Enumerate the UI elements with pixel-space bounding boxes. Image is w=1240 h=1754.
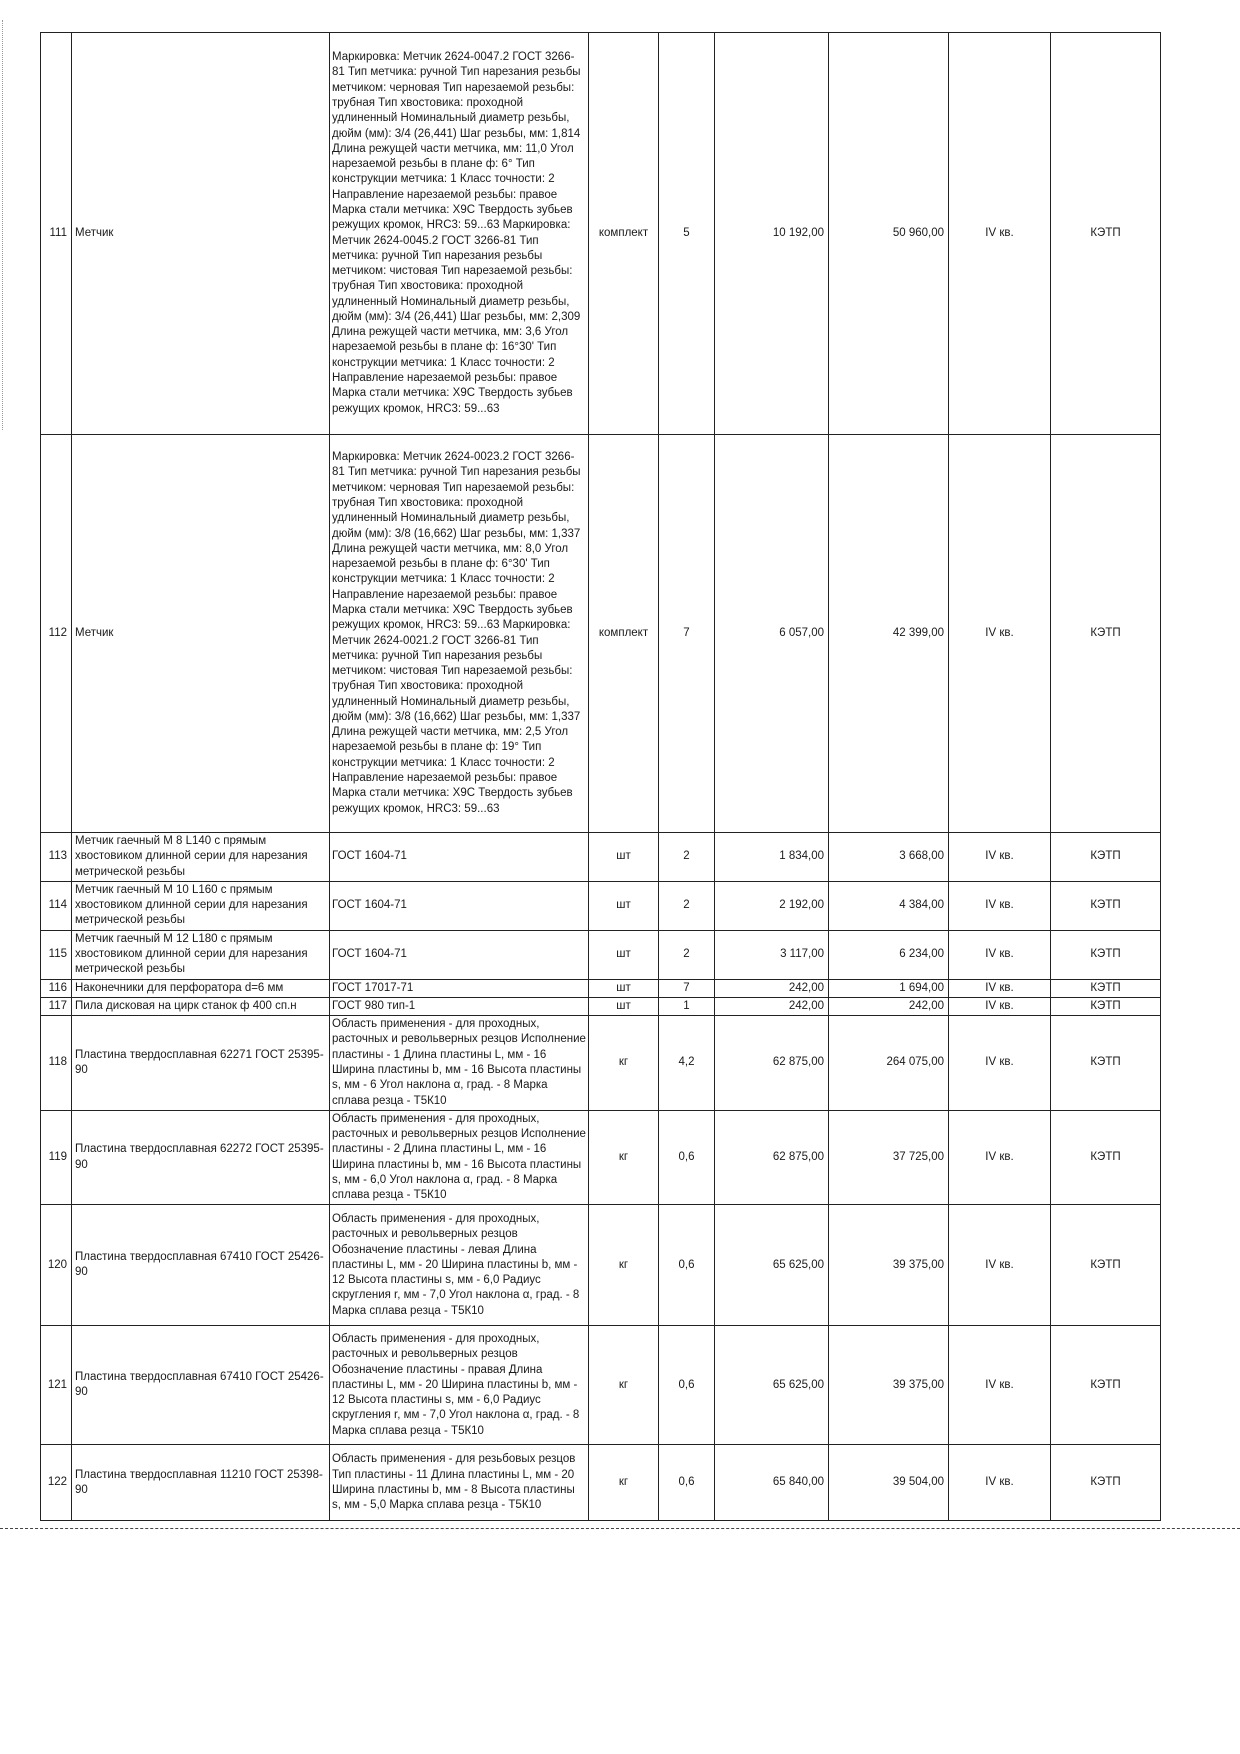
item-unit: комплект <box>589 435 659 833</box>
row-number: 121 <box>41 1326 72 1445</box>
item-total: 39 504,00 <box>829 1445 949 1521</box>
row-number: 117 <box>41 997 72 1015</box>
item-unit-price: 65 625,00 <box>715 1205 829 1326</box>
customer-org: КЭТП <box>1051 1110 1161 1205</box>
item-unit: шт <box>589 881 659 930</box>
item-total: 6 234,00 <box>829 930 949 979</box>
delivery-quarter: IV кв. <box>949 881 1051 930</box>
delivery-quarter: IV кв. <box>949 33 1051 435</box>
item-total: 39 375,00 <box>829 1205 949 1326</box>
item-unit-price: 242,00 <box>715 997 829 1015</box>
row-number: 120 <box>41 1205 72 1326</box>
row-number: 119 <box>41 1110 72 1205</box>
item-spec: Маркировка: Метчик 2624-0023.2 ГОСТ 3266-81 Тип метчика: ручной Тип нарезания резьбы метчиком: черновая Тип нарезаемой резьбы: трубная Тип хвостовика: проходной удлиненный Номинальный диаметр резьбы, дюйм (мм): 3/8 (16,662) Шаг резьбы, мм: 1,337 Длина режущей части метчика, мм: 8,0 Угол нарезаемой резьбы в плане ф: 6°30' Тип конструкции метчика: 1 Класс точности: 2 Направление нарезаемой резьбы: правое Марка стали метчика: Х9С Твердость зубьев режущих кромок, HRC3: 59...63 Маркировка: Метчик 2624-0021.2 ГОСТ 3266-81 Тип метчика: ручной Тип нарезания резьбы метчиком: чистовая Тип нарезаемой резьбы: трубная Тип хвостовика: проходной удлиненный Номинальный диаметр резьбы, дюйм (мм): 3/8 (16,662) Шаг резьбы, мм: 1,337 Длина режущей части метчика, мм: 2,5 Угол нарезаемой резьбы в плане ф: 19° Тип конструкции метчика: 1 Класс точности: 2 Направление нарезаемой резьбы: правое Марка стали метчика: Х9С Твердость зубьев режущих кромок, HRC3: 59...63 <box>330 435 589 833</box>
item-name: Пластина твердосплавная 67410 ГОСТ 25426-90 <box>72 1326 330 1445</box>
table-row <box>41 1016 1161 1111</box>
table-row <box>41 881 1161 930</box>
item-unit-price: 65 840,00 <box>715 1445 829 1521</box>
item-name: Метчик гаечный М 10 L160 с прямым хвостовиком длинной серии для нарезания метрической резьбы <box>72 881 330 930</box>
item-spec: Область применения - для проходных, расточных и револьверных резцов Обозначение пластины - левая Длина пластины L, мм - 20 Ширина пластины b, мм - 12 Высота пластины s, мм - 6,0 Радиус скругления r, мм - 7,0 Угол наклона α, град. - 8 Марка сплава резца - Т5К10 <box>330 1205 589 1326</box>
item-unit: шт <box>589 979 659 997</box>
item-total: 37 725,00 <box>829 1110 949 1205</box>
customer-org: КЭТП <box>1051 435 1161 833</box>
customer-org: КЭТП <box>1051 930 1161 979</box>
item-total: 3 668,00 <box>829 833 949 882</box>
item-unit-price: 242,00 <box>715 979 829 997</box>
table-row <box>41 1205 1161 1326</box>
item-name: Пластина твердосплавная 11210 ГОСТ 25398-90 <box>72 1445 330 1521</box>
item-unit: шт <box>589 833 659 882</box>
row-number: 114 <box>41 881 72 930</box>
item-name: Пластина твердосплавная 67410 ГОСТ 25426-90 <box>72 1205 330 1326</box>
item-unit-price: 3 117,00 <box>715 930 829 979</box>
item-spec: Область применения - для проходных, расточных и револьверных резцов Обозначение пластины - правая Длина пластины L, мм - 20 Ширина пластины b, мм - 12 Высота пластины s, мм - 6,0 Радиус скругления r, мм - 7,0 Угол наклона α, град. - 8 Марка сплава резца - Т5К10 <box>330 1326 589 1445</box>
item-spec: Область применения - для проходных, расточных и револьверных резцов Исполнение пластины - 2 Длина пластины L, мм - 16 Ширина пластины b, мм - 16 Высота пластины s, мм - 6,0 Угол наклона α, град. - 8 Марка сплава резца - Т5К10 <box>330 1110 589 1205</box>
item-name: Пластина твердосплавная 62271 ГОСТ 25395-90 <box>72 1016 330 1111</box>
customer-org: КЭТП <box>1051 979 1161 997</box>
delivery-quarter: IV кв. <box>949 997 1051 1015</box>
table-row <box>41 1326 1161 1445</box>
delivery-quarter: IV кв. <box>949 1326 1051 1445</box>
customer-org: КЭТП <box>1051 881 1161 930</box>
table-row <box>41 833 1161 882</box>
table-row <box>41 930 1161 979</box>
item-quantity: 2 <box>659 930 715 979</box>
item-name: Наконечники для перфоратора d=6 мм <box>72 979 330 997</box>
delivery-quarter: IV кв. <box>949 1110 1051 1205</box>
item-unit-price: 2 192,00 <box>715 881 829 930</box>
customer-org: КЭТП <box>1051 997 1161 1015</box>
item-unit: шт <box>589 930 659 979</box>
item-quantity: 1 <box>659 997 715 1015</box>
scan-edge-marks <box>2 20 11 430</box>
item-unit-price: 62 875,00 <box>715 1016 829 1111</box>
item-unit-price: 6 057,00 <box>715 435 829 833</box>
item-quantity: 2 <box>659 833 715 882</box>
item-quantity: 0,6 <box>659 1326 715 1445</box>
item-name: Метчик гаечный М 8 L140 с прямым хвостовиком длинной серии для нарезания метрической резьбы <box>72 833 330 882</box>
item-total: 242,00 <box>829 997 949 1015</box>
item-name: Пластина твердосплавная 62272 ГОСТ 25395-90 <box>72 1110 330 1205</box>
item-name: Пила дисковая на цирк станок ф 400 сп.н <box>72 997 330 1015</box>
item-quantity: 7 <box>659 435 715 833</box>
item-total: 39 375,00 <box>829 1326 949 1445</box>
table-row <box>41 1110 1161 1205</box>
item-spec: ГОСТ 980 тип-1 <box>330 997 589 1015</box>
item-unit: кг <box>589 1205 659 1326</box>
table-row <box>41 997 1161 1015</box>
item-spec: ГОСТ 17017-71 <box>330 979 589 997</box>
row-number: 122 <box>41 1445 72 1521</box>
table-row <box>41 979 1161 997</box>
row-number: 118 <box>41 1016 72 1111</box>
item-unit: кг <box>589 1326 659 1445</box>
item-unit: комплект <box>589 33 659 435</box>
item-quantity: 0,6 <box>659 1205 715 1326</box>
item-quantity: 0,6 <box>659 1110 715 1205</box>
row-number: 115 <box>41 930 72 979</box>
item-spec: Область применения - для резьбовых резцов Тип пластины - 11 Длина пластины L, мм - 20 Ширина пластины b, мм - 8 Высота пластины s, мм - 5,0 Марка сплава резца - Т5К10 <box>330 1445 589 1521</box>
item-unit: кг <box>589 1016 659 1111</box>
item-spec: ГОСТ 1604-71 <box>330 833 589 882</box>
customer-org: КЭТП <box>1051 1326 1161 1445</box>
fold-line <box>0 1528 1240 1529</box>
delivery-quarter: IV кв. <box>949 435 1051 833</box>
item-total: 42 399,00 <box>829 435 949 833</box>
item-unit-price: 65 625,00 <box>715 1326 829 1445</box>
item-spec: ГОСТ 1604-71 <box>330 930 589 979</box>
item-quantity: 5 <box>659 33 715 435</box>
item-quantity: 0,6 <box>659 1445 715 1521</box>
table-row <box>41 1445 1161 1521</box>
customer-org: КЭТП <box>1051 833 1161 882</box>
row-number: 113 <box>41 833 72 882</box>
delivery-quarter: IV кв. <box>949 979 1051 997</box>
item-unit-price: 10 192,00 <box>715 33 829 435</box>
table-row <box>41 33 1161 435</box>
customer-org: КЭТП <box>1051 33 1161 435</box>
procurement-table <box>40 32 1161 1521</box>
item-total: 264 075,00 <box>829 1016 949 1111</box>
item-quantity: 4,2 <box>659 1016 715 1111</box>
item-unit: кг <box>589 1445 659 1521</box>
item-unit-price: 1 834,00 <box>715 833 829 882</box>
item-unit: кг <box>589 1110 659 1205</box>
item-spec: Маркировка: Метчик 2624-0047.2 ГОСТ 3266-81 Тип метчика: ручной Тип нарезания резьбы метчиком: черновая Тип нарезаемой резьбы: трубная Тип хвостовика: проходной удлиненный Номинальный диаметр резьбы, дюйм (мм): 3/4 (26,441) Шаг резьбы, мм: 1,814 Длина режущей части метчика, мм: 11,0 Угол нарезаемой резьбы в плане ф: 6° Тип конструкции метчика: 1 Класс точности: 2 Направление нарезаемой резьбы: правое Марка стали метчика: Х9С Твердость зубьев режущих кромок, HRC3: 59...63 Маркировка: Метчик 2624-0045.2 ГОСТ 3266-81 Тип метчика: ручной Тип нарезания резьбы метчиком: чистовая Тип нарезаемой резьбы: трубная Тип хвостовика: проходной удлиненный Номинальный диаметр резьбы, дюйм (мм): 3/4 (26,441) Шаг резьбы, мм: 2,309 Длина режущей части метчика, мм: 3,6 Угол нарезаемой резьбы в плане ф: 16°30' Тип конструкции метчика: 1 Класс точности: 2 Направление нарезаемой резьбы: правое Марка стали метчика: Х9С Твердость зубьев режущих кромок, HRC3: 59...63 <box>330 33 589 435</box>
item-total: 4 384,00 <box>829 881 949 930</box>
item-name: Метчик <box>72 33 330 435</box>
item-name: Метчик гаечный М 12 L180 с прямым хвостовиком длинной серии для нарезания метрической резьбы <box>72 930 330 979</box>
row-number: 116 <box>41 979 72 997</box>
delivery-quarter: IV кв. <box>949 1016 1051 1111</box>
procurement-table-page <box>40 32 1160 1521</box>
item-total: 50 960,00 <box>829 33 949 435</box>
item-unit-price: 62 875,00 <box>715 1110 829 1205</box>
customer-org: КЭТП <box>1051 1445 1161 1521</box>
customer-org: КЭТП <box>1051 1205 1161 1326</box>
row-number: 112 <box>41 435 72 833</box>
delivery-quarter: IV кв. <box>949 1445 1051 1521</box>
item-name: Метчик <box>72 435 330 833</box>
item-total: 1 694,00 <box>829 979 949 997</box>
delivery-quarter: IV кв. <box>949 833 1051 882</box>
delivery-quarter: IV кв. <box>949 930 1051 979</box>
customer-org: КЭТП <box>1051 1016 1161 1111</box>
item-quantity: 2 <box>659 881 715 930</box>
item-spec: Область применения - для проходных, расточных и револьверных резцов Исполнение пластины - 1 Длина пластины L, мм - 16 Ширина пластины b, мм - 16 Высота пластины s, мм - 6 Угол наклона α, град. - 8 Марка сплава резца - Т5К10 <box>330 1016 589 1111</box>
delivery-quarter: IV кв. <box>949 1205 1051 1326</box>
item-quantity: 7 <box>659 979 715 997</box>
row-number: 111 <box>41 33 72 435</box>
item-unit: шт <box>589 997 659 1015</box>
item-spec: ГОСТ 1604-71 <box>330 881 589 930</box>
table-row <box>41 435 1161 833</box>
